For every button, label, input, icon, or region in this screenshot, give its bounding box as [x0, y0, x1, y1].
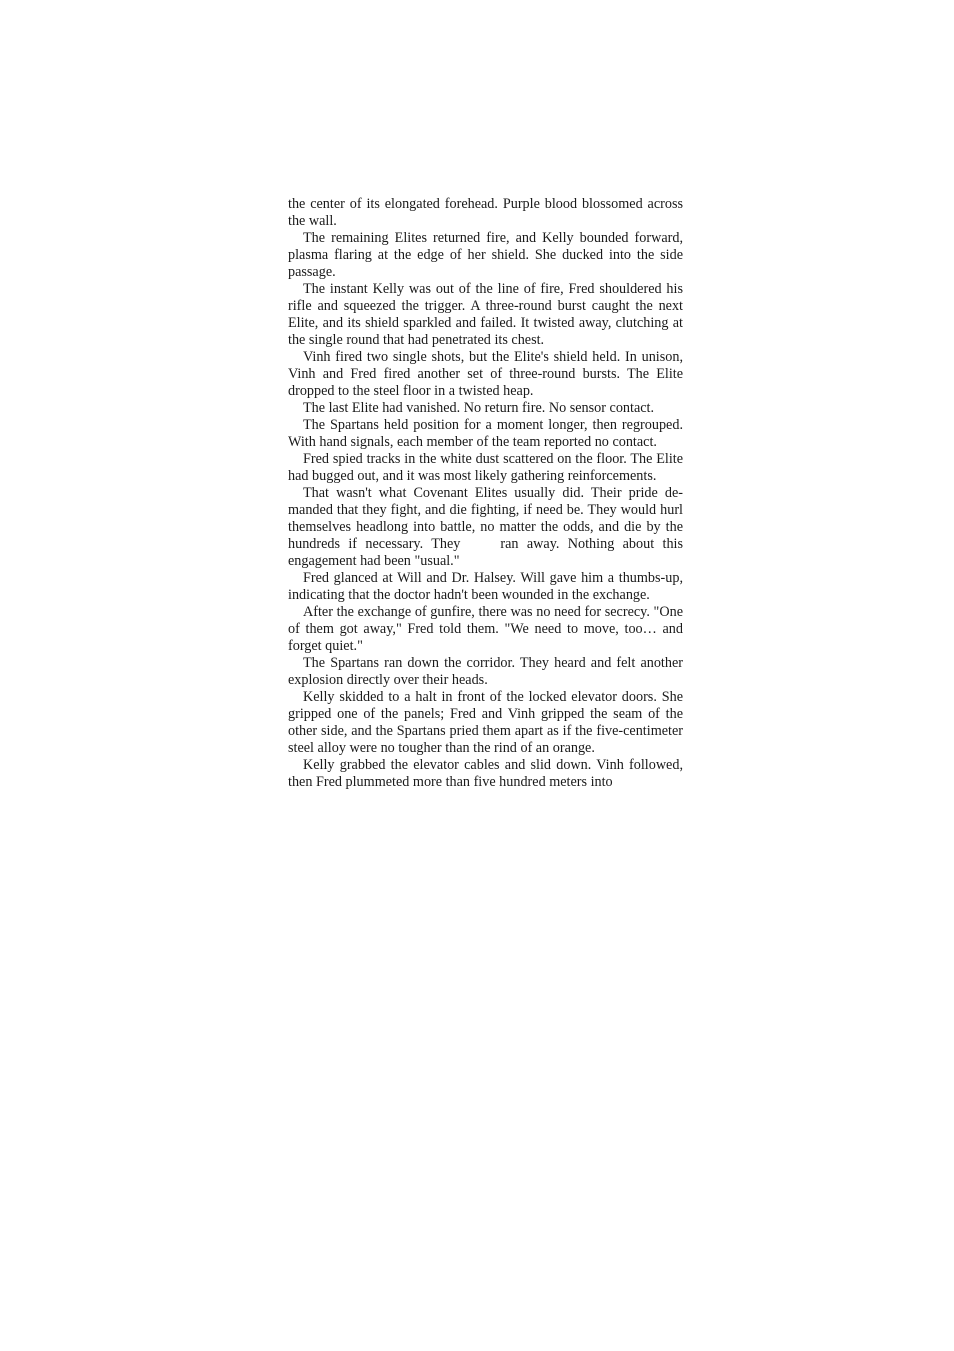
paragraph: The remaining Elites returned fire, and Kelly bounded forward, plasma flaring at the edge of her shield. She ducked into the side passage. — [288, 230, 683, 280]
paragraph: The instant Kelly was out of the line of fire, Fred shouldered his rifle and squeezed the trigger. A three-round burst caught the next Elite, and its shield sparkled and failed. It twisted away, clutching at the single round that had penetrated its chest. — [288, 281, 683, 348]
paragraph-part: ran away. Nothing about this engagement had been "usual." — [288, 536, 684, 569]
paragraph: Kelly skidded to a halt in front of the locked elevator doors. She gripped one of the panels; Fred and Vinh gripped the seam of the other side, and the Spartans pried them apart as if the five-centimeter steel alloy were no tougher than the rind of an orange. — [288, 689, 683, 756]
paragraph: After the exchange of gunfire, there was no need for secrecy. "One of them got away," Fred told them. "We need to move, too… and forget quiet." — [288, 604, 683, 654]
paragraph: Fred glanced at Will and Dr. Halsey. Will gave him a thumbs-up, indicating that the doctor hadn't been wounded in the exchange. — [288, 570, 683, 603]
paragraph: Fred spied tracks in the white dust scattered on the floor. The Elite had bugged out, and it was most likely gathering reinforcements. — [288, 451, 683, 484]
paragraph: The last Elite had vanished. No return fire. No sensor contact. — [303, 400, 655, 416]
paragraph-part: That wasn't what Covenant Elites usually did. Their pride demanded that they fight, and die fighting, if need be. They would hurl themselves headlong into battle, no matter the odds, and die by the hundreds if necessary. They — [288, 485, 683, 552]
paragraph — [288, 485, 683, 570]
paragraph: The Spartans held position for a moment longer, then regrouped. With hand signals, each member of the team reported no contact. — [288, 417, 683, 450]
body-text — [288, 196, 683, 791]
paragraph: Vinh fired two single shots, but the Elite's shield held. In unison, Vinh and Fred fired another set of three-round bursts. The Elite dropped to the steel floor in a twisted heap. — [288, 349, 683, 399]
paragraph: The Spartans ran down the corridor. They heard and felt another explosion directly over their heads. — [288, 655, 683, 688]
paragraph: Kelly grabbed the elevator cables and slid down. Vinh followed, then Fred plummeted more than five hundred meters into — [288, 757, 683, 790]
paragraph: the center of its elongated forehead. Purple blood blossomed across the wall. — [288, 196, 683, 229]
